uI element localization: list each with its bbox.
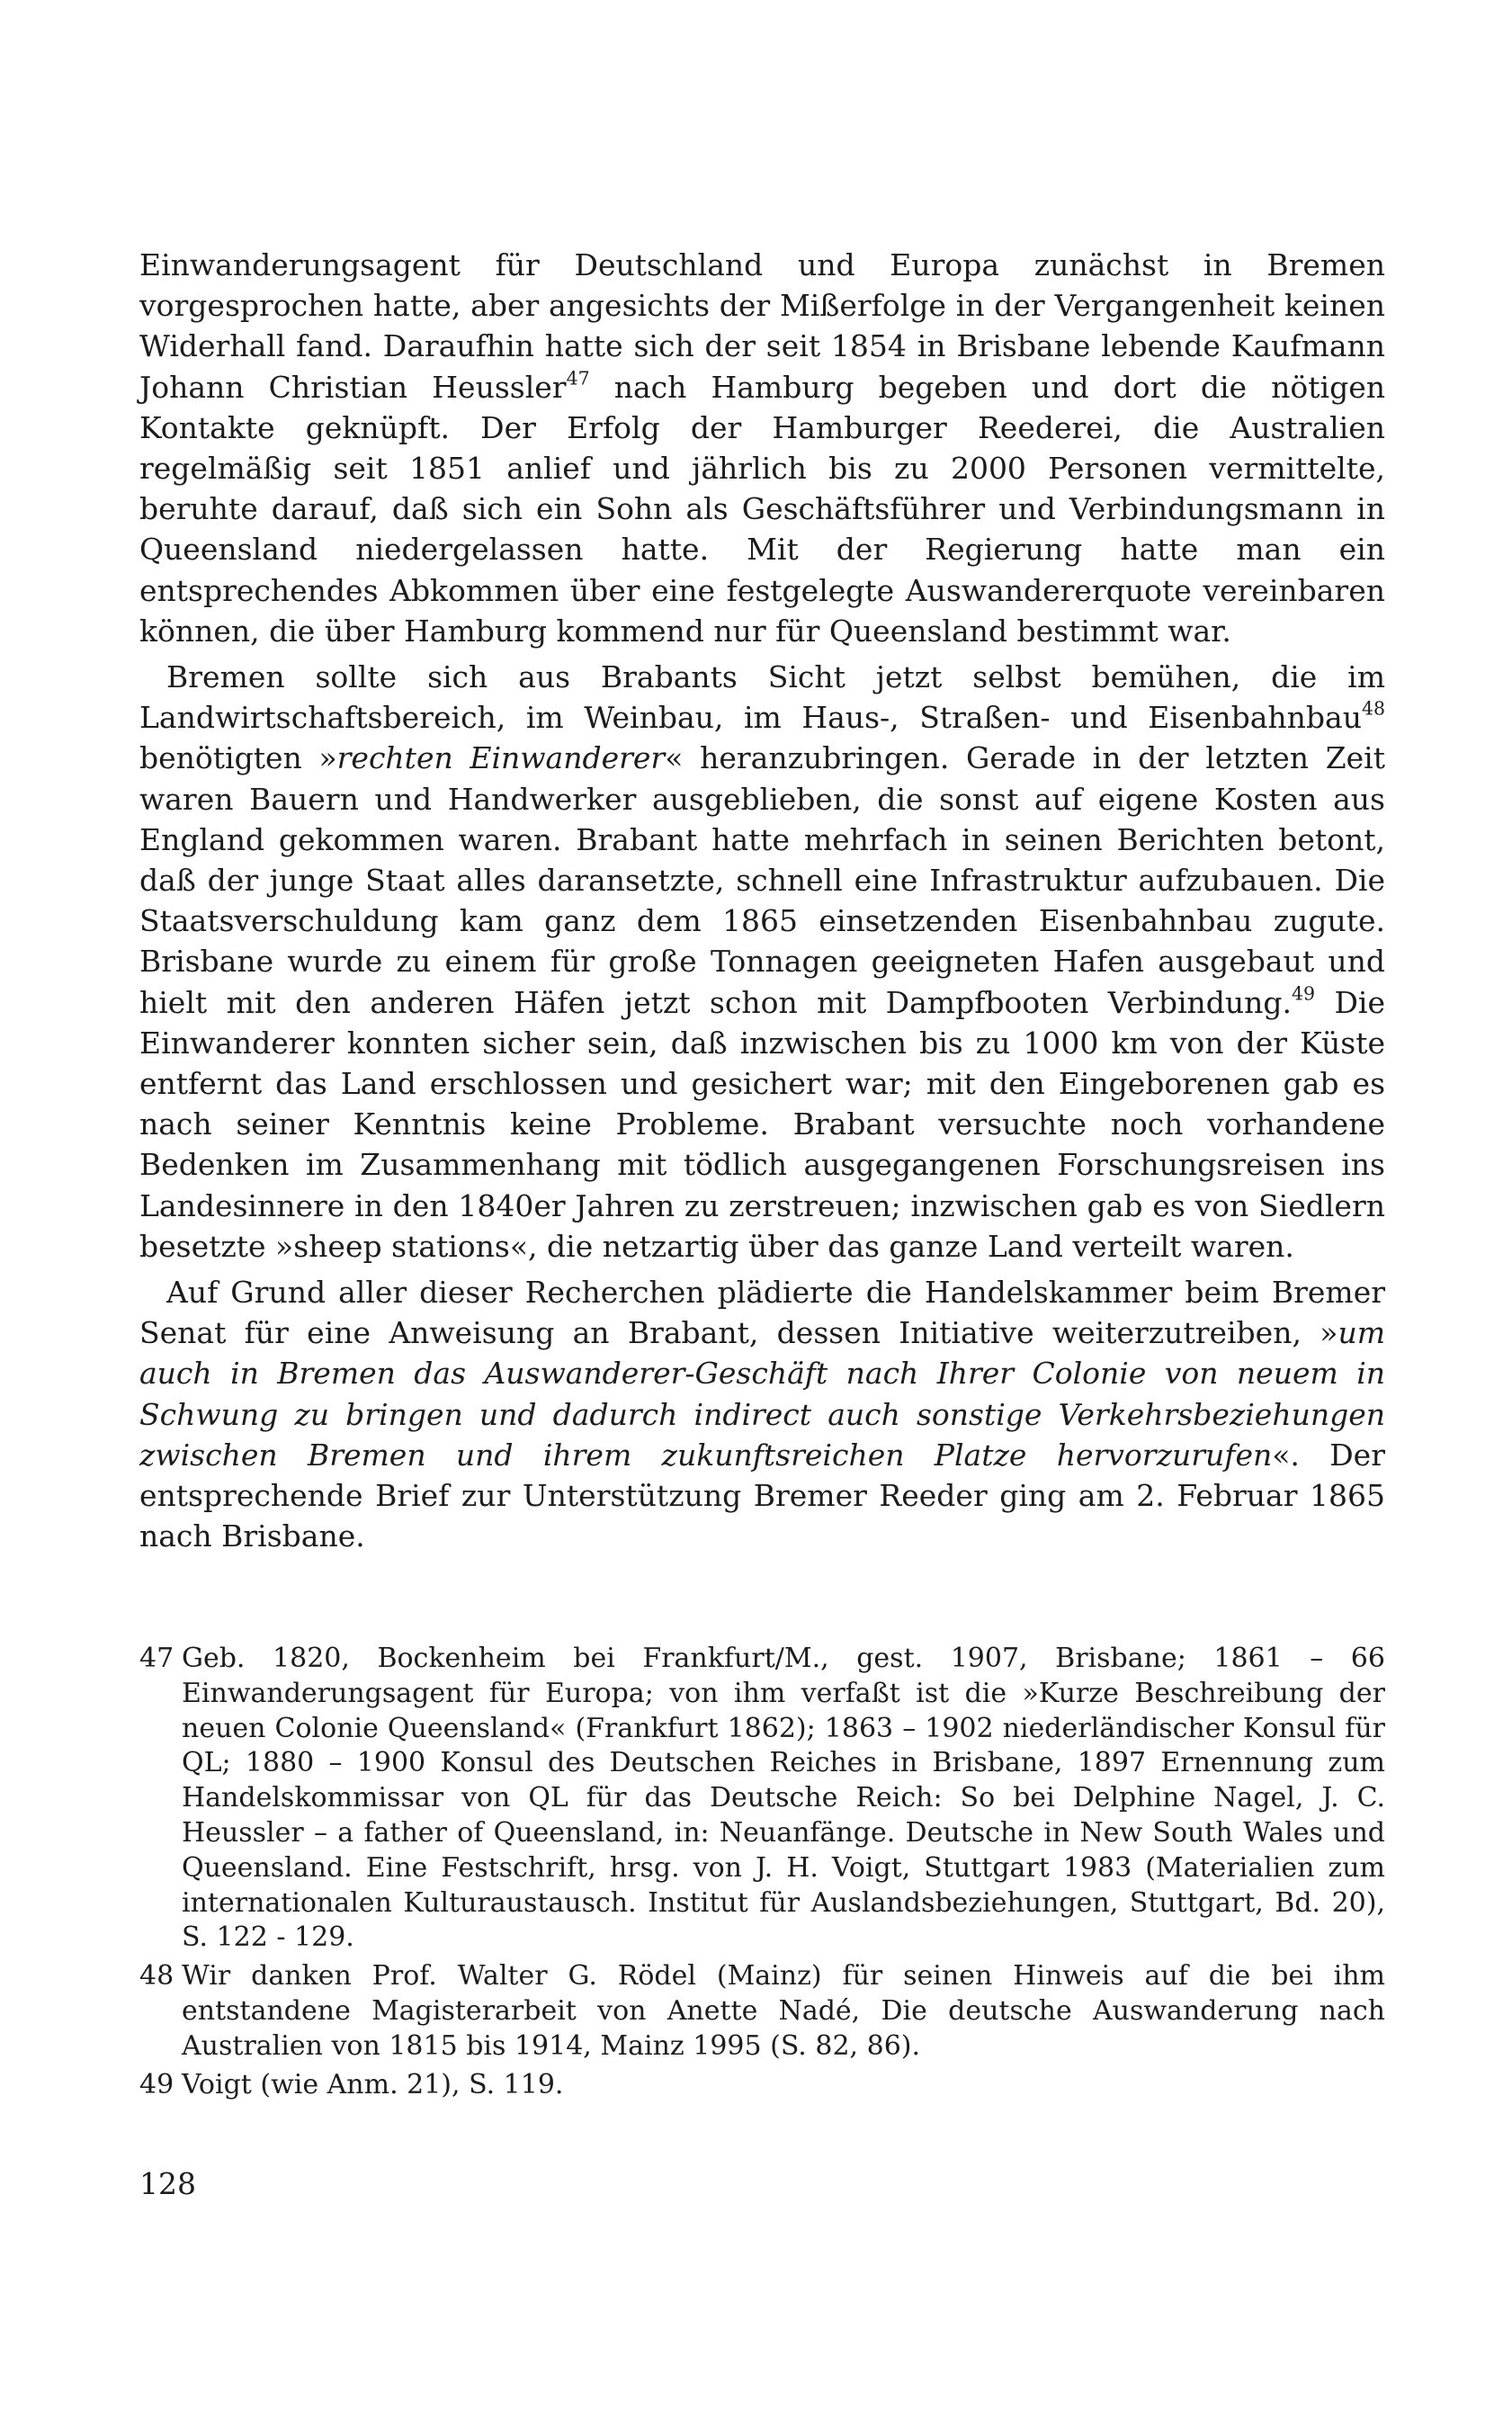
footnote-text: Wir danken Prof. Walter G. Rödel (Mainz) für seinen Hinweis auf die bei ihm entstandene Magisterarbeit von Anette Nadé, Die deutsche Auswanderung nach Australien von 1815 bis 1914, Mainz 1995 (S. 82, 86). [182,1960,1385,2062]
paragraph-2-text-c: « heranzubringen. Gerade in der letzten Zeit waren Bauern und Handwerker ausgeblieben, die sonst auf eigene Kosten aus England gekommen waren. Brabant hatte mehrfach in seinen Berichten betont, daß der junge Staat alles daransetzte, schnell eine Infrastruktur aufzubauen. Die Staatsverschuldung kam ganz dem 1865 einsetzenden Eisenbahnbau zugute. Brisbane wurde zu einem für große Tonnagen geeigneten Hafen ausgebaut und hielt mit den anderen Häfen jetzt schon mit Dampfbooten Verbindung. [139,740,1385,1020]
paragraph-2-text-b: benötigten » [139,740,337,776]
footnote-47 [139,1642,1385,1956]
footnote-number: 49 [139,2068,174,2100]
footnote-ref-49: 49 [1292,982,1316,1005]
paragraph-2-text-a: Bremen sollte sich aus Brabants Sicht jetzt selbst bemühen, die im Landwirtschaftsbereich, im Weinbau, im Haus-, Straßen- und Eisenbahnbau [139,659,1385,736]
footnote-ref-47: 47 [566,367,590,390]
footnote-text: Geb. 1820, Bockenheim bei Frankfurt/M., gest. 1907, Brisbane; 1861 – 66 Einwanderungsagent für Europa; von ihm verfaßt ist die »Kurze Beschreibung der neuen Colonie Queensland« (Frankfurt 1862); 1863 – 1902 niederländischer Konsul für QL; 1880 – 1900 Konsul des Deutschen Reiches in Brisbane, 1897 Ernennung zum Handelskommissar von QL für das Deutsche Reich: So bei Delphine Nagel, J. C. Heussler – a father of Queensland, in: Neuanfänge. Deutsche in New South Wales und Queensland. Eine Festschrift, hrsg. von J. H. Voigt, Stuttgart 1983 (Materialien zum internationalen Kulturaustausch. Institut für Auslandsbeziehungen, Stuttgart, Bd. 20), S. 122 - 129. [182,1643,1385,1954]
paragraph-2 [139,657,1385,1267]
paragraph-2-text-d: Die Einwanderer konnten sicher sein, daß inzwischen bis zu 1000 km von der Küste entfernt das Land erschlossen und gesichert war; mit den Eingeborenen gab es nach seiner Kenntnis keine Probleme. Brabant versuchte noch vorhandene Bedenken im Zusammenhang mit tödlich ausgegangenen Forschungsreisen ins Landesinnere in den 1840er Jahren zu zerstreuen; inzwischen gab es von Siedlern besetzte »sheep stations«, die netzartig über das ganze Land verteilt waren. [139,984,1386,1264]
paragraph-1-text-a: Einwanderungsagent für Deutschland und Europa zunächst in Bremen vorgesprochen hatte, aber angesichts der Mißerfolge in der Vergangenheit keinen Widerhall fand. Daraufhin hatte sich der seit 1854 in Brisbane lebende Kaufmann Johann Christian Heussler [139,247,1385,405]
footnote-49 [139,2068,1385,2103]
paragraph-2-quote: rechten Einwanderer [336,740,666,776]
footnote-ref-48: 48 [1361,697,1385,720]
paragraph-1 [139,245,1385,651]
paragraph-3-text-b: «. Der entsprechende Brief zur Unterstützung Bremer Reeder ging am 2. Februar 1865 nach Brisbane. [139,1437,1385,1554]
paragraph-3-text-a: Auf Grund aller dieser Recherchen plädierte die Handelskammer beim Bremer Senat für eine Anweisung an Brabant, dessen Initiative weiterzutreiben, » [139,1275,1385,1351]
main-text [139,245,1385,1557]
paragraph-3-quote: um auch in Bremen das Auswanderer-Geschäft nach Ihrer Colonie von neuem in Schwung zu bringen und dadurch indirect auch sonstige Verkehrsbeziehungen zwischen Bremen und ihrem zukunftsreichen Platze hervorzurufen [139,1315,1385,1473]
footnote-number: 47 [139,1643,174,1674]
paragraph-1-text-b: nach Hamburg begeben und dort die nötigen Kontakte geknüpft. Der Erfolg der Hamburger Reederei, die Australien regelmäßig seit 1851 anlief und jährlich bis zu 2000 Personen vermittelte, beruhte darauf, daß sich ein Sohn als Geschäftsführer und Verbindungsmann in Queensland niedergelassen hatte. Mit der Regierung hatte man ein entsprechendes Abkommen über eine festgelegte Auswandererquote vereinbaren können, die über Hamburg kommend nur für Queensland bestimmt war. [139,369,1385,649]
footnote-48 [139,1959,1385,2064]
footnotes [139,1642,1385,2106]
paragraph-3 [139,1272,1385,1556]
footnote-number: 48 [139,1960,174,1993]
footnote-text: Voigt (wie Anm. 21), S. 119. [182,2068,564,2100]
page-number: 128 [139,2166,196,2201]
